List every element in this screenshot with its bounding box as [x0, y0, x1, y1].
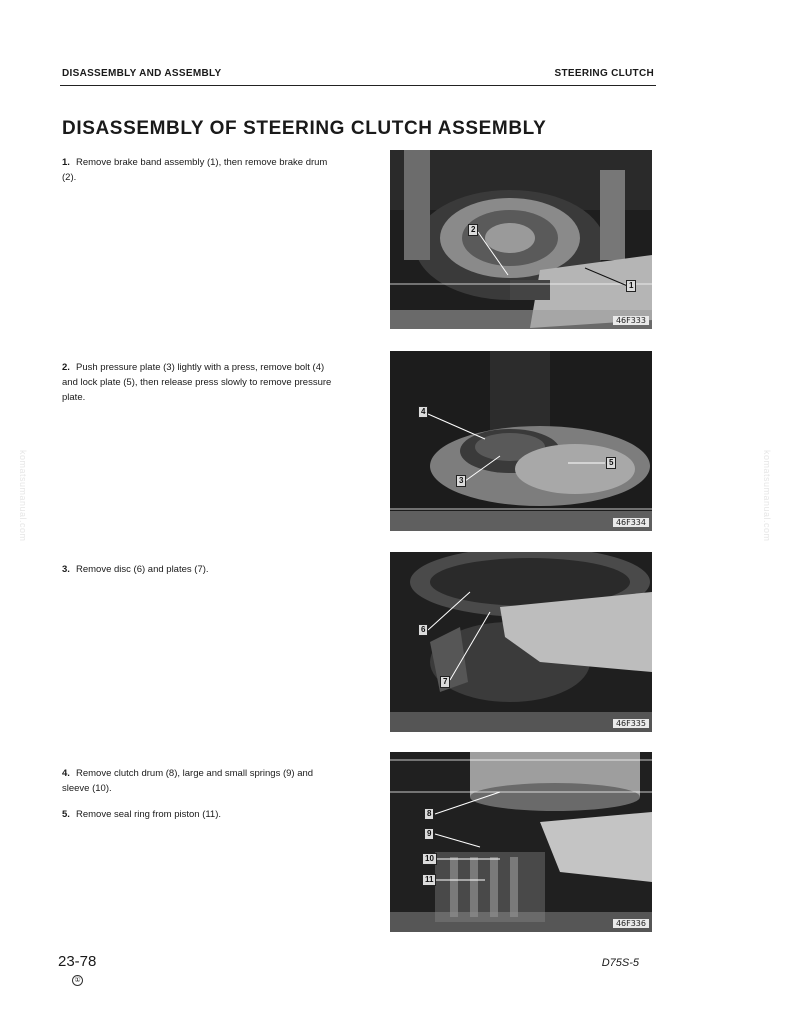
- figure-1-photo: [390, 150, 652, 329]
- callout-label: 8: [424, 808, 434, 820]
- step-text: Remove brake band assembly (1), then remove brake drum (2).: [62, 157, 328, 183]
- figure-code: 46F334: [613, 518, 649, 527]
- step-number: 1.: [62, 157, 70, 168]
- step-5: [62, 807, 340, 822]
- step-3: [62, 562, 340, 577]
- step-text: Remove clutch drum (8), large and small springs (9) and sleeve (10).: [62, 768, 314, 794]
- callout-label: 9: [424, 828, 434, 840]
- header-section-left: DISASSEMBLY AND ASSEMBLY: [62, 68, 222, 79]
- page-number: 23-78: [58, 953, 97, 970]
- step-number: 2.: [62, 362, 70, 373]
- model-code: D75S-5: [601, 957, 639, 969]
- step-number: 5.: [62, 809, 70, 820]
- header-section-right: STEERING CLUTCH: [554, 68, 654, 79]
- figure-3-image: [390, 552, 652, 732]
- figure-code: 46F333: [613, 316, 649, 325]
- figure-4-photo: [390, 752, 652, 932]
- step-text: Remove seal ring from piston (11).: [76, 809, 222, 820]
- figure-2-photo: [390, 351, 652, 531]
- figure-4-image: [390, 752, 652, 932]
- callout-label: 7: [440, 676, 450, 688]
- header-rule: [60, 85, 656, 86]
- step-number: 4.: [62, 768, 70, 779]
- figure-2-image: [390, 351, 652, 531]
- page-title: DISASSEMBLY OF STEERING CLUTCH ASSEMBLY: [62, 118, 547, 139]
- step-1: [62, 155, 340, 185]
- figure-code: 46F336: [613, 919, 649, 928]
- callout-label: 5: [606, 457, 616, 469]
- callout-label: 11: [422, 874, 436, 886]
- callout-label: 2: [468, 224, 478, 236]
- callout-label: 4: [418, 406, 428, 418]
- callout-label: 10: [422, 853, 437, 865]
- figure-code: 46F335: [613, 719, 649, 728]
- callout-label: 1: [626, 280, 636, 292]
- watermark-right: komatsumanual.com: [762, 450, 772, 542]
- step-text: Remove disc (6) and plates (7).: [76, 564, 209, 575]
- step-2: [62, 360, 340, 405]
- revision-mark: ①: [72, 975, 83, 986]
- figure-1-image: [390, 150, 652, 329]
- callout-label: 3: [456, 475, 466, 487]
- step-text: Push pressure plate (3) lightly with a press, remove bolt (4) and lock plate (5), then release press slowly to remove pressure plate.: [62, 362, 332, 403]
- step-4: [62, 766, 340, 796]
- step-number: 3.: [62, 564, 70, 575]
- watermark-left: komatsumanual.com: [18, 450, 28, 542]
- callout-label: 6: [418, 624, 428, 636]
- figure-3-photo: [390, 552, 652, 732]
